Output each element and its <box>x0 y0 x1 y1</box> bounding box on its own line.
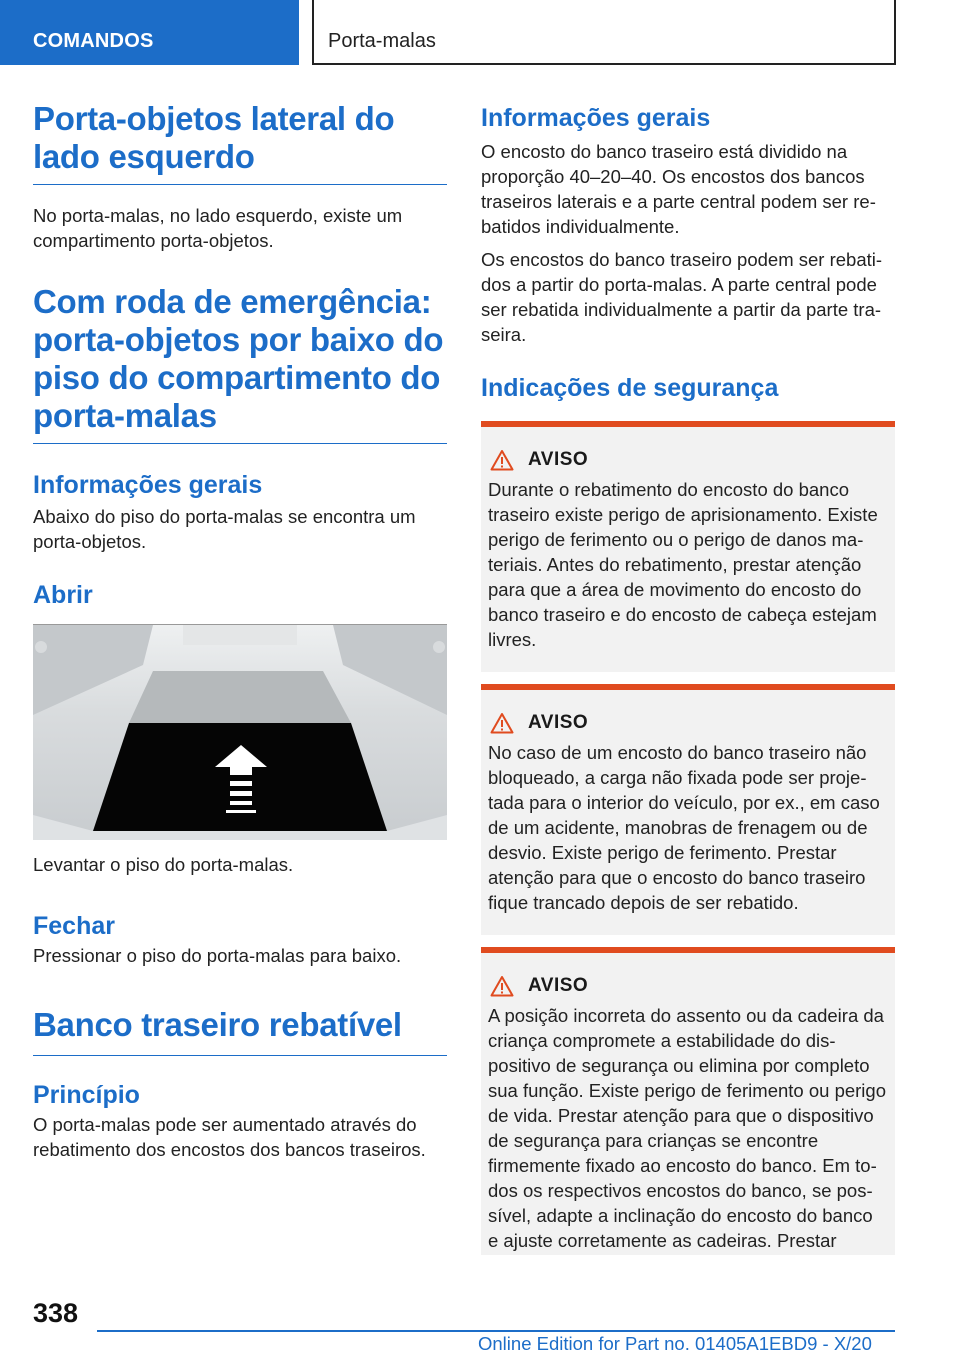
para-general-info-2: Os encostos do banco traseiro podem ser rebatidos a partir do porta-malas. A parte central pode ser rebatida individualmente a partir da parte traseira. <box>481 249 883 345</box>
header-chapter-label: Porta-malas <box>328 30 436 52</box>
heading-close: Fechar <box>33 912 115 940</box>
left-column <box>33 100 447 1162</box>
warning-header <box>488 975 887 997</box>
trunk-floor-lid <box>129 671 351 723</box>
heading-emergency-wheel: Com roda de emergência: porta-objetos por baixo do piso do compartimento do porta-malas <box>33 283 447 444</box>
para-close: Pressionar o piso do porta-malas para baixo. <box>33 945 402 966</box>
page-number: 338 <box>33 1298 79 1328</box>
trunk-floor-illustration <box>33 624 447 840</box>
warning-title: AVISO <box>528 975 589 996</box>
heading-principle: Princípio <box>33 1081 140 1109</box>
heading-folding-rear-seat: Banco traseiro rebatível <box>33 1006 447 1056</box>
warning-triangle-icon <box>490 975 514 997</box>
warning-card <box>481 947 895 1255</box>
warning-text: No caso de um encosto do banco traseiro não bloqueado, a carga não fixada pode ser projetada para o interior do veículo, por ex., em caso de um acidente, manobras de frenagem ou de desvio. Existe perigo de ferimento. Prestar atenção para que o encosto do banco traseiro fique trancado depois de ser rebatido. <box>488 742 880 913</box>
header-section-tab <box>0 0 299 65</box>
trunk-left-wall <box>33 625 153 715</box>
image-caption: Levantar o piso do porta-malas. <box>33 854 294 875</box>
para-general-info-left: Abaixo do piso do porta-malas se encontra um porta-objetos. <box>33 506 416 552</box>
warning-header <box>488 712 887 734</box>
trunk-hook-left <box>35 641 47 653</box>
para-general-info-1: O encosto do banco traseiro está dividido na proporção 40–20–40. Os encostos dos bancos traseiros laterais e a parte central podem ser rebatidos individualmente. <box>481 141 876 237</box>
header-section-label: COMANDOS <box>33 30 154 52</box>
heading-side-storage: Porta-objetos lateral do lado esquerdo <box>33 100 447 185</box>
para-principle: O porta-malas pode ser aumentado através do rebatimento dos encostos dos bancos traseiros. <box>33 1114 426 1160</box>
warning-card <box>481 684 895 935</box>
warning-card <box>481 421 895 672</box>
header-chapter-box <box>312 0 896 65</box>
warning-title: AVISO <box>528 712 589 733</box>
trunk-floor-drawing <box>33 625 447 840</box>
footer-rule <box>97 1330 895 1332</box>
warning-triangle-icon <box>490 712 514 734</box>
heading-general-info-left: Informações gerais <box>33 471 263 499</box>
heading-safety: Indicações de segurança <box>481 374 779 402</box>
warning-text: A posição incorreta do assento ou da cadeira da criança compromete a estabilidade do dispositivo de segurança ou elimina por completo sua função. Existe perigo de ferimento ou perigo de vida. Prestar atenção para que o dispositivo de segurança para crianças se encontre firmemente fixado ao encosto do banco. Em todos os respectivos encostos do banco, se possível, adapte a inclinação do encosto do banco e ajuste corretamente as cadeiras. Prestar <box>488 1005 886 1251</box>
footer-edition: Online Edition for Part no. 01405A1EBD9 - X/20 <box>478 1333 872 1354</box>
heading-general-info-right: Informações gerais <box>481 104 711 132</box>
trunk-hook-right <box>433 641 445 653</box>
warning-triangle-icon <box>490 449 514 471</box>
warning-header <box>488 449 887 471</box>
para-side-storage: No porta-malas, no lado esquerdo, existe um compartimento porta-objetos. <box>33 205 403 251</box>
warning-title: AVISO <box>528 449 589 470</box>
warning-text: Durante o rebatimento do encosto do banco traseiro existe perigo de aprisionamento. Existe perigo de ferimento ou o perigo de danos materiais. Antes do rebatimento, prestar atenção para que a área de movimento do encosto do banco traseiro e do encosto de cabeça estejam livres. <box>488 479 878 650</box>
heading-open: Abrir <box>33 581 93 609</box>
right-column <box>481 100 895 1255</box>
trunk-right-wall <box>333 625 447 715</box>
trunk-back-panel <box>183 625 297 645</box>
under-floor-compartment <box>93 723 387 831</box>
